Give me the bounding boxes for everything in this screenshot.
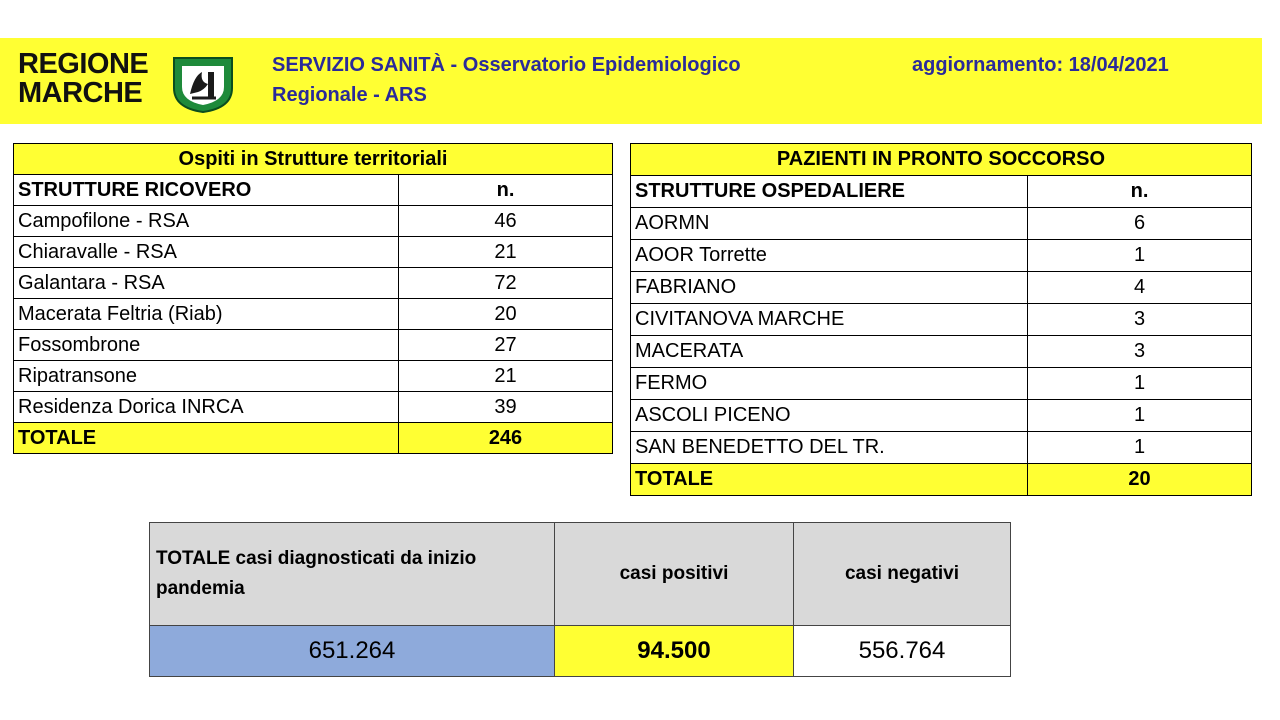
update-date: aggiornamento: 18/04/2021: [912, 54, 1169, 76]
emergency-total-label: TOTALE: [631, 464, 1028, 496]
emergency-total-value: 20: [1028, 464, 1252, 496]
table-row: Fossombrone 27: [14, 330, 613, 361]
table-row: Ripatransone 21: [14, 361, 613, 392]
regione-emblem-icon: [170, 54, 236, 114]
emergency-title: PAZIENTI IN PRONTO SOCCORSO: [631, 144, 1252, 176]
emergency-col-name: STRUTTURE OSPEDALIERE: [631, 176, 1028, 208]
summary-negative-value: 556.764: [794, 626, 1011, 677]
territorial-total-label: TOTALE: [14, 423, 399, 454]
summary-cases-table: [149, 522, 1011, 677]
territorial-total-value: 246: [399, 423, 613, 454]
table-row: SAN BENEDETTO DEL TR. 1: [631, 432, 1252, 464]
table-row: AOOR Torrette 1: [631, 240, 1252, 272]
table-row: ASCOLI PICENO 1: [631, 400, 1252, 432]
title-line1: SERVIZIO SANITÀ - Osservatorio Epidemiologico: [272, 54, 741, 76]
territorial-title: Ospiti in Strutture territoriali: [14, 144, 613, 175]
territorial-col-name: STRUTTURE RICOVERO: [14, 175, 399, 206]
summary-header-total: TOTALE casi diagnosticati da inizio pandemia: [150, 523, 555, 626]
table-row: AORMN 6: [631, 208, 1252, 240]
logo-line2: MARCHE: [18, 77, 143, 109]
summary-header-negative: casi negativi: [794, 523, 1011, 626]
regione-marche-logo: [18, 50, 238, 114]
summary-total-value: 651.264: [150, 626, 555, 677]
summary-header-positive: casi positivi: [555, 523, 794, 626]
emergency-room-table: [630, 143, 1252, 496]
territorial-structures-table: [13, 143, 613, 454]
header-banner: [0, 38, 1262, 124]
table-row: FABRIANO 4: [631, 272, 1252, 304]
table-row: FERMO 1: [631, 368, 1252, 400]
title-line2: Regionale - ARS: [272, 84, 427, 106]
table-row: Galantara - RSA 72: [14, 268, 613, 299]
logo-line1: REGIONE: [18, 48, 149, 80]
page-title: [272, 50, 741, 110]
summary-positive-value: 94.500: [555, 626, 794, 677]
table-row: MACERATA 3: [631, 336, 1252, 368]
territorial-col-n: n.: [399, 175, 613, 206]
total-row: [631, 464, 1252, 496]
table-row: Campofilone - RSA 46: [14, 206, 613, 237]
table-row: Residenza Dorica INRCA 39: [14, 392, 613, 423]
table-row: Macerata Feltria (Riab) 20: [14, 299, 613, 330]
total-row: [14, 423, 613, 454]
table-row: CIVITANOVA MARCHE 3: [631, 304, 1252, 336]
emergency-col-n: n.: [1028, 176, 1252, 208]
table-row: Chiaravalle - RSA 21: [14, 237, 613, 268]
